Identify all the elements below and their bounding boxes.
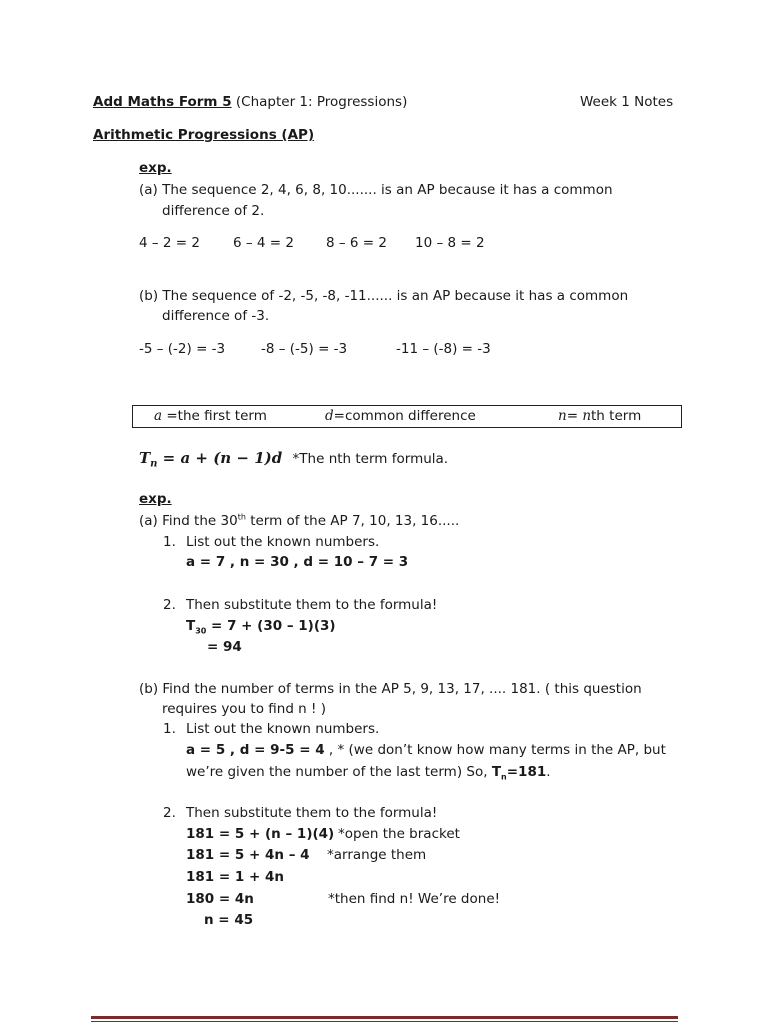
known-values-line2: we’re given the number of the last term) So, $T_n=181$.: [186, 764, 551, 782]
example1-b-line1: (b) The sequence of -2, -5, -8, -11...... is an AP because it has a common: [139, 288, 629, 304]
nth-term-formula: $T_n = a + (n - 1)d$ *The nth term formula.: [139, 449, 449, 470]
calc-item: -8 – (-5) = -3: [261, 341, 348, 357]
definition-common-difference: d=common difference: [325, 408, 476, 424]
step-number: 1.: [163, 534, 176, 550]
example1-b-line2: difference of -3.: [162, 308, 270, 324]
step-number: 1.: [163, 721, 176, 737]
step-number: 2.: [163, 805, 176, 821]
example2-b-line1: (b) Find the number of terms in the AP 5, 9, 13, 17, .... 181. ( this question: [139, 681, 642, 697]
step-number: 2.: [163, 597, 176, 613]
example2-b-line2: requires you to find n ! ): [162, 701, 326, 717]
calc-item: 10 – 8 = 2: [415, 235, 485, 251]
example2-a-question: (a) Find the 30th term of the AP 7, 10, 13, 16.....: [139, 512, 460, 529]
document-header: [93, 94, 407, 111]
week-label: Week 1 Notes: [580, 94, 674, 110]
chapter-title: (Chapter 1: Progressions): [235, 94, 408, 110]
working-equation: 181 = 5 + 4n – 4: [186, 847, 310, 863]
step-text: Then substitute them to the formula!: [186, 597, 438, 613]
calc-item: -5 – (-2) = -3: [139, 341, 226, 357]
result-line: = 94: [207, 639, 242, 655]
calc-item: -11 – (-8) = -3: [396, 341, 491, 357]
footer-rule: [91, 1016, 678, 1019]
example1-a-line1: (a) The sequence 2, 4, 6, 8, 10....... is an AP because it has a common: [139, 182, 613, 198]
working-equation: 181 = 5 + (n – 1)(4): [186, 826, 335, 842]
calc-item: 8 – 6 = 2: [326, 235, 387, 251]
example-heading: exp.: [139, 160, 172, 176]
course-title: Add Maths Form 5: [93, 94, 232, 110]
working-note: *then find n! We’re done!: [328, 891, 501, 907]
calc-item: 6 – 4 = 2: [233, 235, 294, 251]
known-values: a = 7 , n = 30 , d = 10 – 7 = 3: [186, 554, 409, 570]
working-equation: n = 45: [204, 912, 254, 928]
working-note: *arrange them: [327, 847, 427, 863]
working-equation: 181 = 1 + 4n: [186, 869, 285, 885]
working-equation: 180 = 4n: [186, 891, 254, 907]
definition-nth-term: n= nth term: [558, 408, 642, 424]
working-note: *open the bracket: [338, 826, 460, 842]
calc-item: 4 – 2 = 2: [139, 235, 200, 251]
example1-a-line2: difference of 2.: [162, 203, 265, 219]
step-text: List out the known numbers.: [186, 721, 380, 737]
definition-first-term: a =the first term: [154, 408, 267, 424]
section-title: Arithmetic Progressions (AP): [93, 127, 315, 143]
footer-rule-thin: [91, 1021, 678, 1022]
formula-note: *The nth term formula.: [292, 451, 449, 467]
example-heading: exp.: [139, 491, 172, 507]
substitution-line: $T_{30} = 7 + (30 - 1)(3)$: [186, 618, 336, 636]
step-text: Then substitute them to the formula!: [186, 805, 438, 821]
known-values: a = 5 , d = 9-5 = 4 , * (we don’t know how many terms in the AP, but: [186, 742, 666, 758]
step-text: List out the known numbers.: [186, 534, 380, 550]
